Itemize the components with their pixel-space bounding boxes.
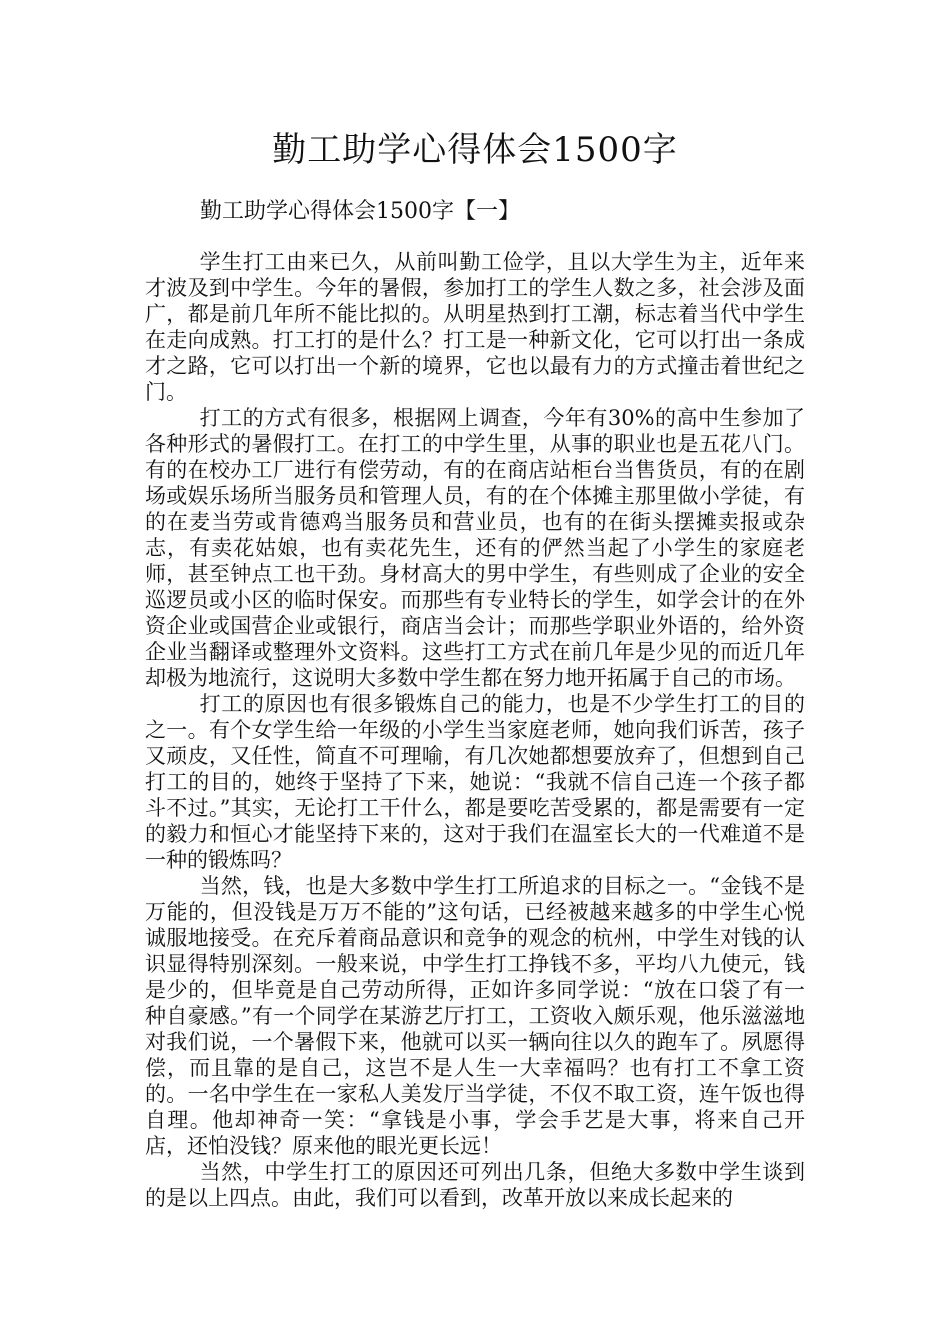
paragraph: 打工的方式有很多，根据网上调查，今年有30%的高中生参加了各种形式的暑假打工。在打工的中学生里，从事的职业也是五花八门。有的在校办工厂进行有偿劳动，有的在商店站柜台当售货员，有的在剧场或娱乐场所当服务员和管理人员，有的在个体摊主那里做小学徒，有的在麦当劳或肯德鸡当服务员和营业员，也有的在街头摆摊卖报或杂志，有卖花姑娘，也有卖花先生，还有的俨然当起了小学生的家庭老师，甚至钟点工也干劲。身材高大的男中学生，有些则成了企业的安全巡逻员或小区的临时保安。而那些有专业特长的学生，如学会计的在外资企业或国营企业或银行，商店当会计；而那些学职业外语的，给外资企业当翻译或整理外文资料。这些打工方式在前几年是少见的而近几年却极为地流行，这说明大多数中学生都在努力地开拓属于自己的市场。 xyxy=(145,406,805,690)
paragraph: 当然，中学生打工的原因还可列出几条，但绝大多数中学生谈到的是以上四点。由此，我们可以看到，改革开放以来成长起来的 xyxy=(145,1160,805,1210)
paragraph: 当然，钱，也是大多数中学生打工所追求的目标之一。“金钱不是万能的，但没钱是万万不能的”这句话，已经被越来越多的中学生心悦诚服地接受。在充斥着商品意识和竞争的观念的杭州，中学生对钱的认识显得特别深刻。一般来说，中学生打工挣钱不多，平均八九使元，钱是少的，但毕竟是自己劳动所得，正如许多同学说：“放在口袋了有一种自豪感。”有一个同学在某游艺厅打工，工资收入颇乐观，他乐滋滋地对我们说，一个暑假下来，他就可以买一辆向往以久的跑车了。夙愿得偿，而且靠的是自己，这岂不是人生一大幸福吗？也有打工不拿工资的。一名中学生在一家私人美发厅当学徒，不仅不取工资，连午饭也得自理。他却神奇一笑：“拿钱是小事，学会手艺是大事，将来自己开店，还怕没钱？原来他的眼光更长远！ xyxy=(145,874,805,1158)
document-title: 勤工助学心得体会1500字 xyxy=(272,130,678,170)
section-heading: 勤工助学心得体会1500字【一】 xyxy=(200,199,520,224)
article-body xyxy=(145,249,805,1211)
paragraph: 打工的原因也有很多锻炼自己的能力，也是不少学生打工的目的之一。有个女学生给一年级的小学生当家庭老师，她向我们诉苦，孩子又顽皮，又任性，简直不可理喻，有几次她都想要放弃了，但想到自己打工的目的，她终于坚持了下来，她说：“我就不信自己连一个孩子都斗不过。”其实，无论打工干什么，都是要吃苦受累的，都是需要有一定的毅力和恒心才能坚持下来的，这对于我们在温室长大的一代难道不是一种的锻炼吗？ xyxy=(145,692,805,872)
paragraph: 学生打工由来已久，从前叫勤工俭学，且以大学生为主，近年来才波及到中学生。今年的暑假，参加打工的学生人数之多，社会涉及面广，都是前几年所不能比拟的。从明星热到打工潮，标志着当代中学生在走向成熟。打工打的是什么？打工是一种新文化，它可以打出一条成才之路，它可以打出一个新的境界，它也以最有力的方式撞击着世纪之门。 xyxy=(145,250,805,404)
